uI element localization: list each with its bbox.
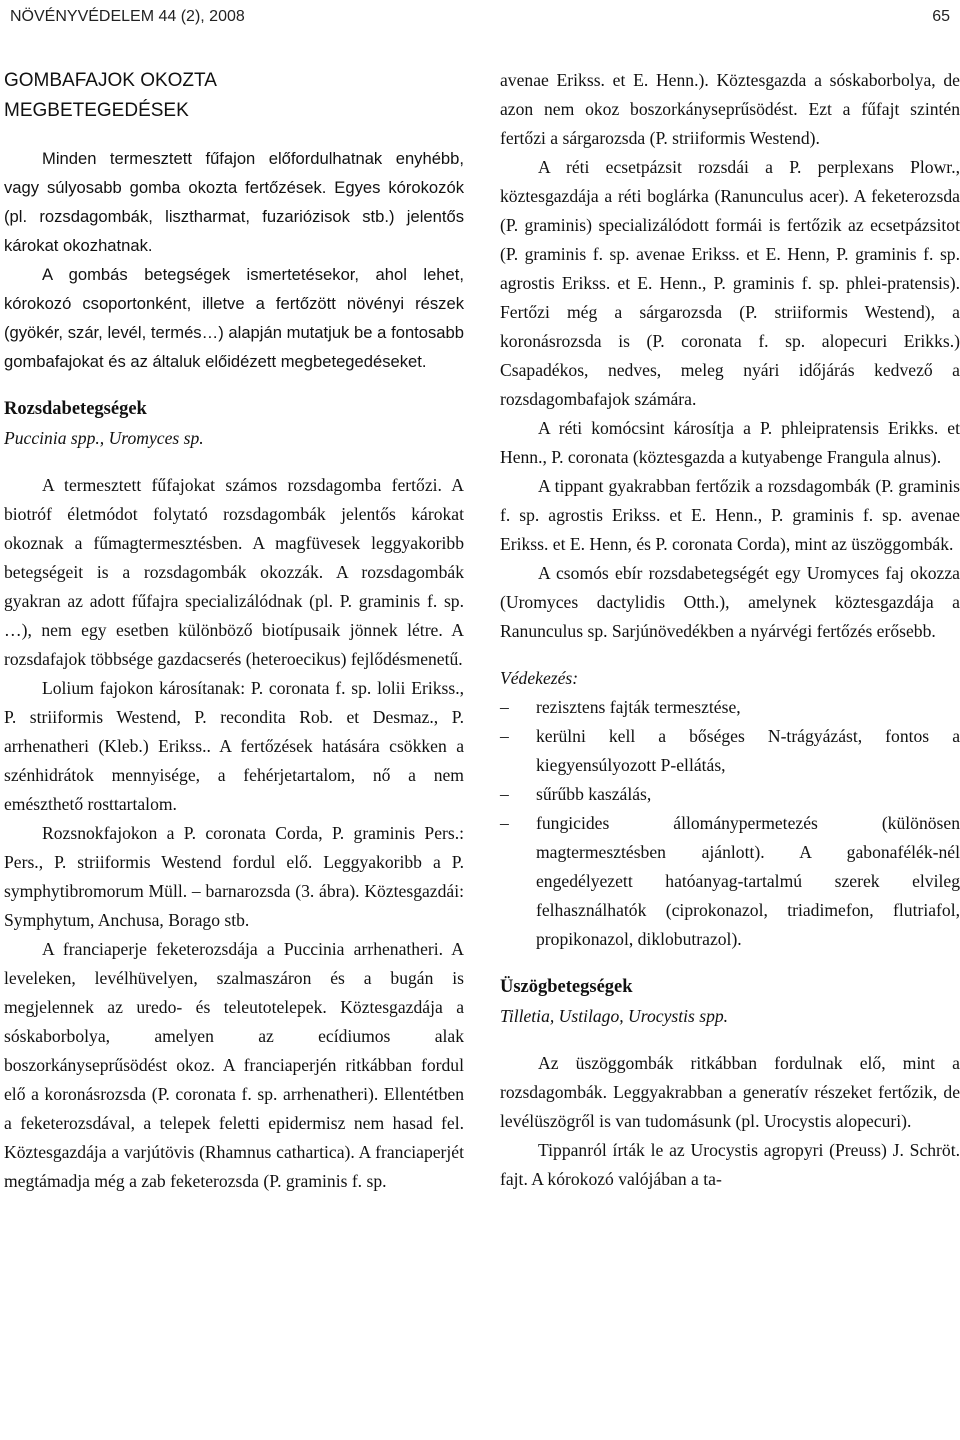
- cocksfoot-paragraph: A csomós ebír rozsdabetegségét egy Uromyces faj okozza (Uromyces dactylidis Otth.), amelynek köztesgazdája a Ranunculus sp. Sarjúnövedékben a nyárvégi fertőzés erősebb.: [500, 563, 960, 641]
- title-line-1: GOMBAFAJOK OKOZTA: [4, 70, 217, 91]
- list-item: – fungicides állománypermetezés (különösen magtermesztésben ajánlott). A gabonafélék-nél engedélyezett hatóanyag-tartalmú szerek elvileg felhasználhatók (ciprokonazol, triadimefon, flutriafol, propikonazol, diklobutrazol).: [500, 809, 960, 954]
- intro-paragraph-2: A gombás betegségek ismertetésekor, ahol lehet, kórokozó csoportonként, illetve a fertőzött növényi részek (gyökér, szár, levél, termés…) alapján mutatjuk be a fontosabb gombafajokat és az általuk előidézett megbetegedéseket.: [4, 265, 464, 371]
- list-item: – sűrűbb kaszálás,: [500, 780, 960, 809]
- list-item: – rezisztens fajták termesztése,: [500, 693, 960, 722]
- rust-genera: Puccinia spp., Uromyces sp.: [4, 428, 204, 448]
- bentgrass-paragraph: A tippant gyakrabban fertőzik a rozsdagombák (P. graminis f. sp. agrostis Erikss. et E. Henn., P. graminis f. sp. avenae Erikss. et E. Henn, és P. coronata Corda), mint az üszöggombák.: [500, 476, 960, 554]
- left-column: [4, 66, 464, 1196]
- continued-paragraph: avenae Erikss. et E. Henn.). Köztesgazda a sóskaborbolya, de azon nem okoz boszorkányseprűsödést. Ezt a fűfajt szintén fertőzi a sárgarozsda (P. striiformis Westend).: [500, 70, 960, 148]
- rust-paragraph: A termesztett fűfajokat számos rozsdagomba fertőzi. A biotróf életmódot folytató rozsdagombák jelentős károkat okoznak a fűmagtermesztésben. A magfüvesek leggyakoribb betegségeit is a rozsdagombák okozzák. A rozsdagombák gyakran az adott fűfajra specializálódnak (pl. P. graminis f. sp. …), nem egy esetben különböző biotípusaik jönnek létre. A rozsdafajok többsége gazdacserés (heteroecikus) fejlődésmenetű.: [4, 475, 464, 669]
- brome-paragraph: Rozsnokfajokon a P. coronata Corda, P. graminis Pers.: Pers., P. striiformis Westend fordul elő. Leggyakoribb a P. symphytibromorum Müll. – barnarozsda (3. ábra). Köztesgazdái: Symphytum, Anchusa, Borago stb.: [4, 823, 464, 930]
- journal-reference: NÖVÉNYVÉDELEM 44 (2), 2008: [10, 8, 245, 25]
- foxtail-paragraph: A réti ecsetpázsit rozsdái a P. perplexans Plowr., köztesgazdája a réti boglárka (Ranunculus acer). A feketerozsda (P. graminis) specializálódott formái is fertőzik az ecsetpázsitot (P. graminis f. sp. avenae Erikss. et E. Henn, P. graminis f. sp. agrostis Erikss. et E. Henn., P. graminis f. sp. phlei-pratensis). Fertőzi még a sárgarozsda (P. striiformis Westend), a koronásrozsda is (P. coronata f. sp. alopecuri Erikks.) Csapadékos, nedves, meleg nyári időjárás kedvező a rozsdagombafajok számára.: [500, 157, 960, 409]
- list-item: – kerülni kell a bőséges N-trágyázást, fontos a kiegyensúlyozott P-ellátás,: [500, 722, 960, 780]
- smut-genera: Tilletia, Ustilago, Urocystis spp.: [500, 1006, 729, 1026]
- protection-list: [500, 693, 960, 954]
- section-heading-rust: Rozsdabetegségek: [4, 399, 147, 419]
- smut-paragraph-2: Tippanról írták le az Urocystis agropyri (Preuss) J. Schröt. fajt. A kórokozó valójában a ta-: [500, 1140, 960, 1189]
- lolium-paragraph: Lolium fajokon károsítanak: P. coronata f. sp. lolii Erikss., P. striiformis Westend, P. recondita Rob. et Desmaz., P. arrhenatheri (Kleb.) Erikss.. A fertőzések hatására csökken a szénhidrátok mennyisége, a fehérjetartalom, nő a nem emészthető rosttartalom.: [4, 678, 464, 814]
- title-line-2: MEGBETEGEDÉSEK: [4, 100, 189, 121]
- page-header: [4, 4, 956, 30]
- page-number: 65: [932, 8, 950, 25]
- right-column: [500, 66, 960, 1194]
- article-title: [4, 66, 464, 126]
- smut-paragraph-1: Az üszöggombák ritkábban fordulnak elő, mint a rozsdagombák. Leggyakrabban a generatív részeket fertőzik, de levélüszögről is van tudomásunk (pl. Urocystis alopecuri).: [500, 1053, 960, 1131]
- section-heading-smut: Üszögbetegségek: [500, 977, 633, 997]
- intro-paragraph-1: Minden termesztett fűfajon előfordulhatnak enyhébb, vagy súlyosabb gomba okozta fertőzések. Egyes kórokozók (pl. rozsdagombák, lisztharmat, fuzariózisok stb.) jelentős károkat okozhatnak.: [4, 149, 464, 255]
- timothy-paragraph: A réti komócsint károsítja a P. phleipratensis Erikks. et Henn., P. coronata (köztesgazda a kutyabenge Frangula alnus).: [500, 418, 960, 467]
- protection-heading: Védekezés:: [500, 668, 579, 688]
- oatgrass-paragraph: A franciaperje feketerozsdája a Puccinia arrhenatheri. A leveleken, levélhüvelyen, szalmaszáron és a bugán is megjelennek az uredo- és teleutotelepek. Köztesgazdája a sóskaborbolya, amelyen az ecídiumos alak boszorkányseprűsödést okoz. A franciaperjén ritkábban fordul elő a koronásrozsda (P. coronata f. sp. arrhenatheri). Ellentétben a feketerozsdával, a telepek feletti epidermisz nem hasad fel. Köztesgazdája a varjútövis (Rhamnus cathartica). A franciaperjét megtámadja még a zab feketerozsda (P. graminis f. sp.: [4, 939, 464, 1191]
